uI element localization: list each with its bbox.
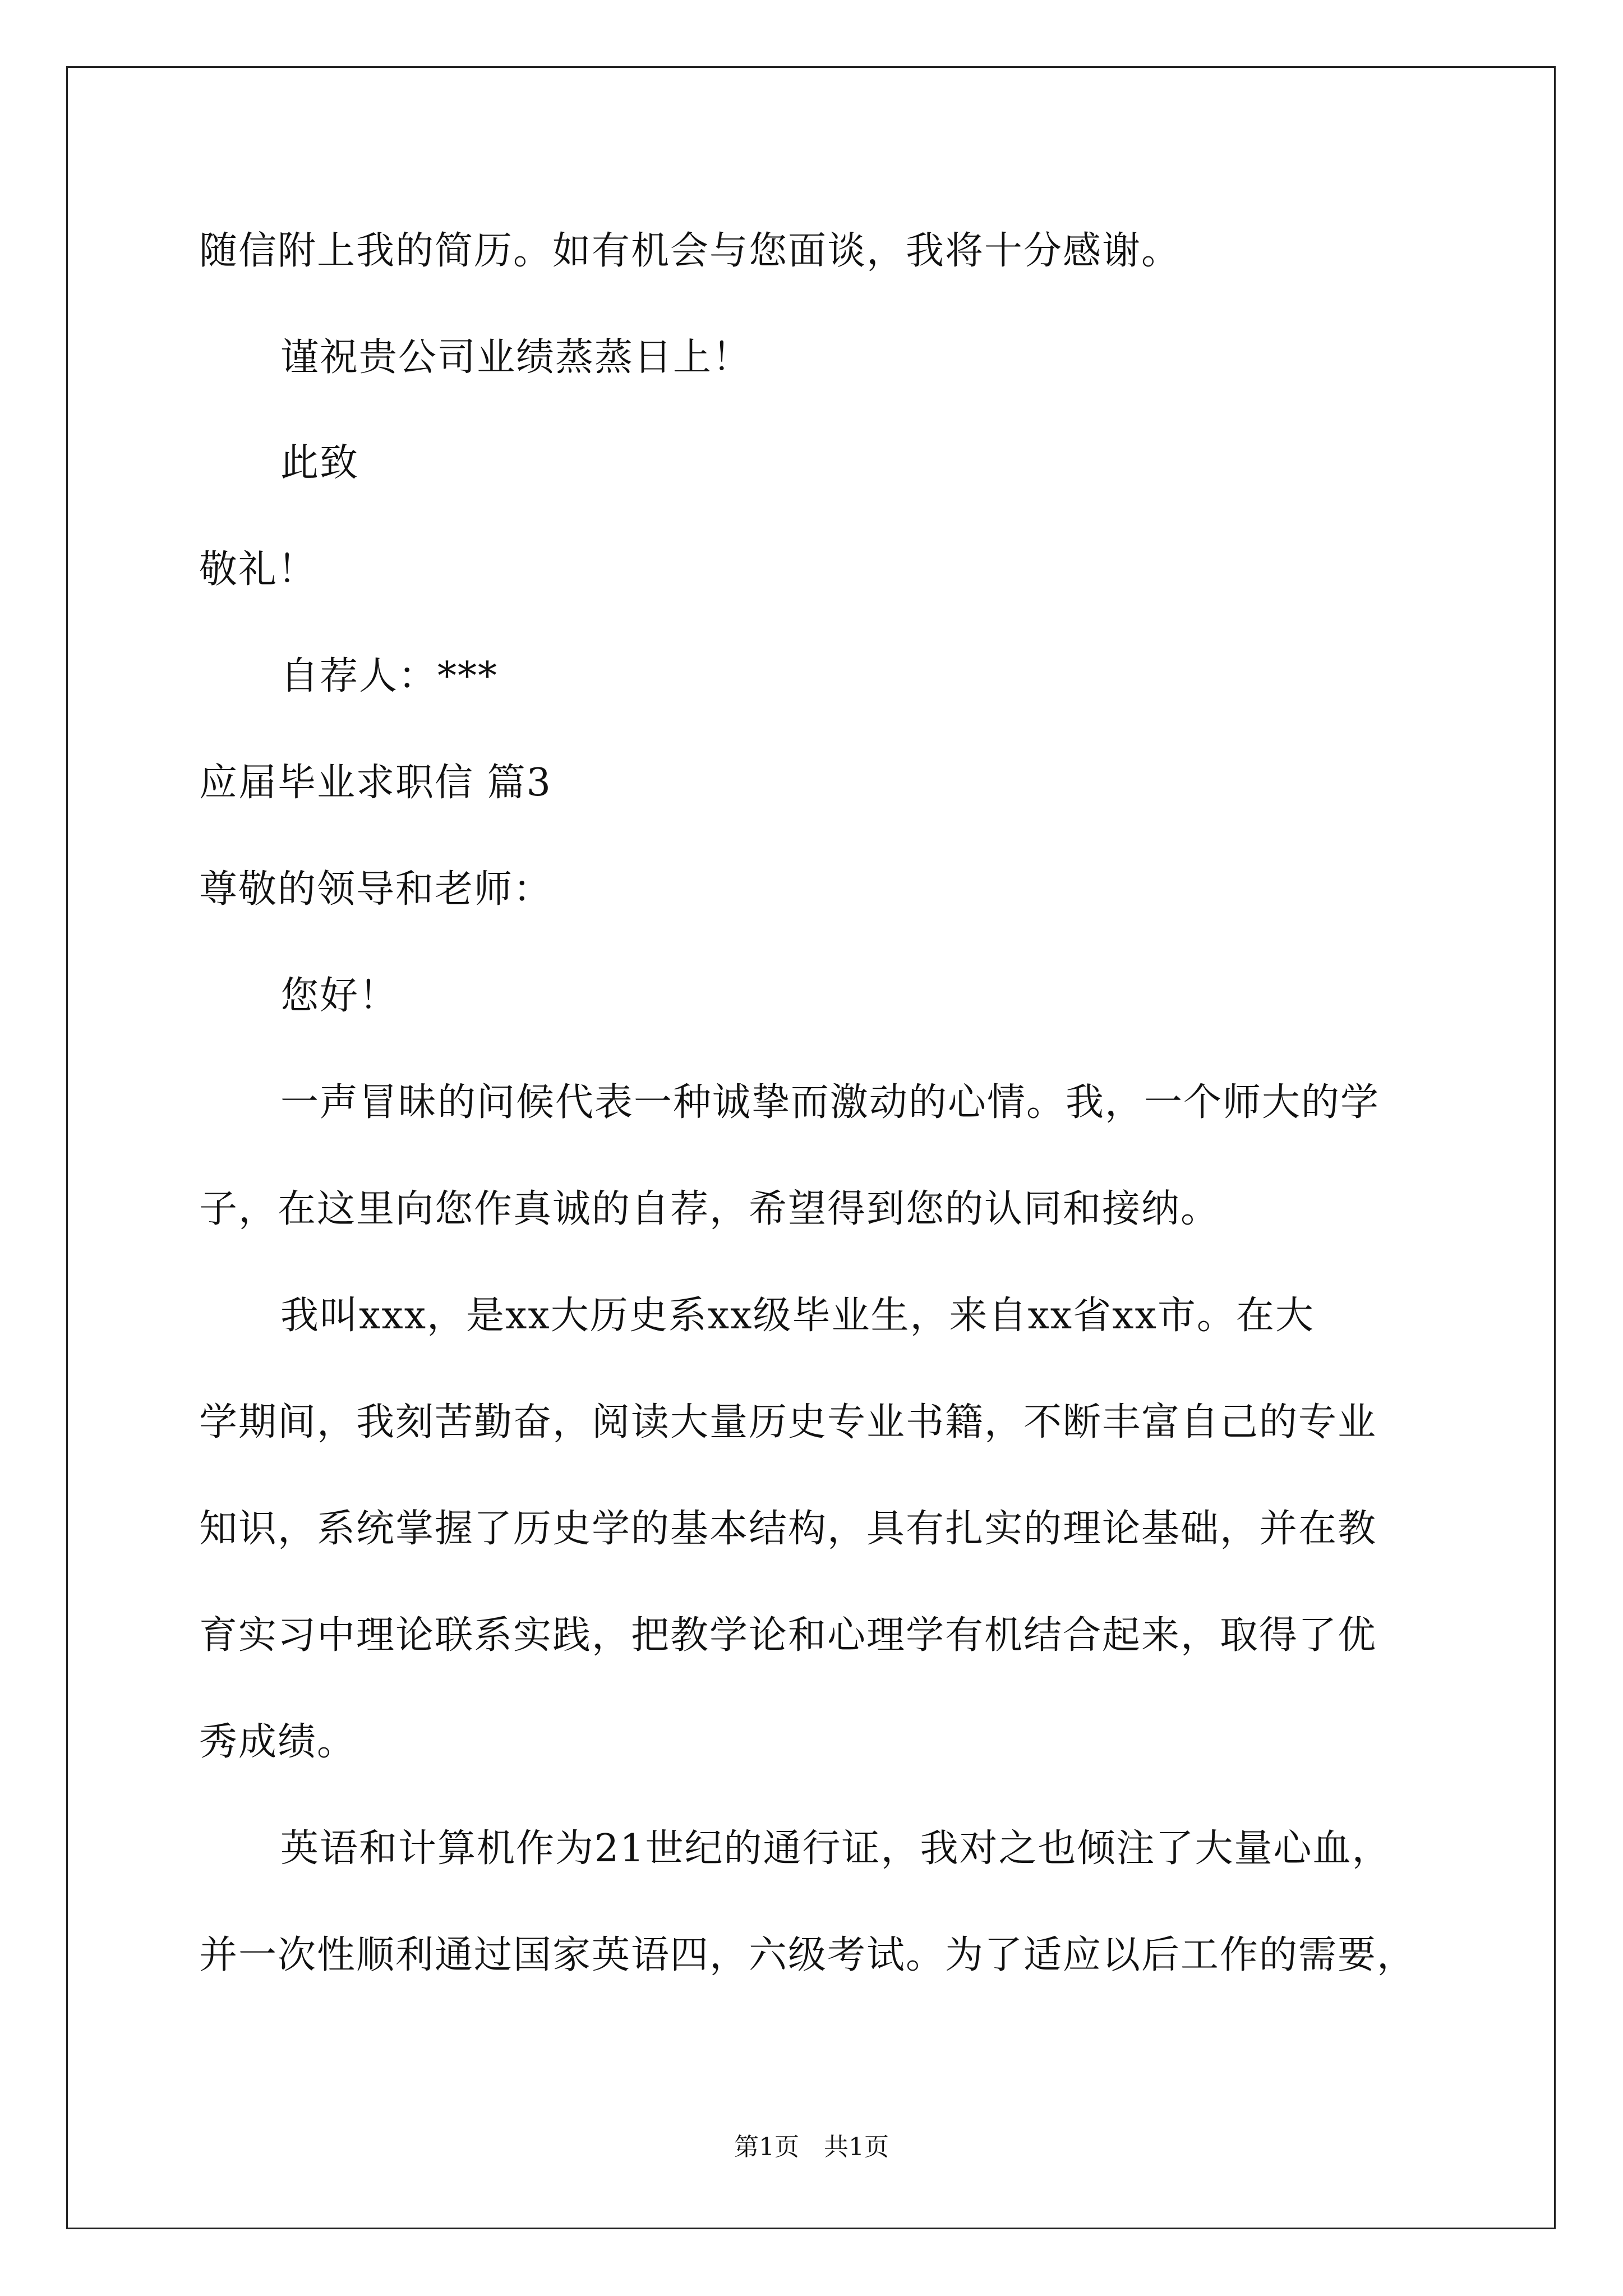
paragraph-skills-line-1: 英语和计算机作为21世纪的通行证，我对之也倾注了大量心血， <box>280 1826 1391 1871</box>
text-line-hello: 您好！ <box>280 974 399 1018</box>
text-line-jingli: 敬礼！ <box>199 547 317 592</box>
section-heading: 应届毕业求职信 篇3 <box>199 761 552 805</box>
paragraph-intro-line-1: 一声冒昧的问候代表一种诚挚而激动的心情。我，一个师大的学 <box>280 1080 1380 1125</box>
paragraph-background-line-2: 学期间，我刻苦勤奋，阅读大量历史专业书籍，不断丰富自己的专业 <box>199 1400 1377 1444</box>
page-number-footer: 第1页 共1页 <box>734 2133 889 2161</box>
paragraph-background-line-1: 我叫xxx，是xx大历史系xx级毕业生，来自xx省xx市。在大 <box>280 1294 1315 1338</box>
paragraph-background-line-5: 秀成绩。 <box>199 1720 357 1764</box>
text-line-salutation-cizhi: 此致 <box>280 441 359 485</box>
paragraph-background-line-4: 育实习中理论联系实践，把教学论和心理学有机结合起来，取得了优 <box>199 1613 1377 1658</box>
paragraph-background-line-3: 知识，系统掌握了历史学的基本结构，具有扎实的理论基础，并在教 <box>199 1507 1377 1551</box>
paragraph-intro-line-2: 子，在这里向您作真诚的自荐，希望得到您的认同和接纳。 <box>199 1187 1220 1231</box>
text-line-signature: 自荐人：*** <box>280 654 499 698</box>
paragraph-skills-line-2: 并一次性顺利通过国家英语四，六级考试。为了适应以后工作的需要， <box>199 1933 1417 1977</box>
text-line-closing-resume: 随信附上我的简历。如有机会与您面谈，我将十分感谢。 <box>199 229 1181 273</box>
page-frame <box>66 66 1556 2229</box>
text-line-greeting-recipient: 尊敬的领导和老师： <box>199 867 553 912</box>
text-line-wishes: 谨祝贵公司业绩蒸蒸日上！ <box>280 335 752 380</box>
